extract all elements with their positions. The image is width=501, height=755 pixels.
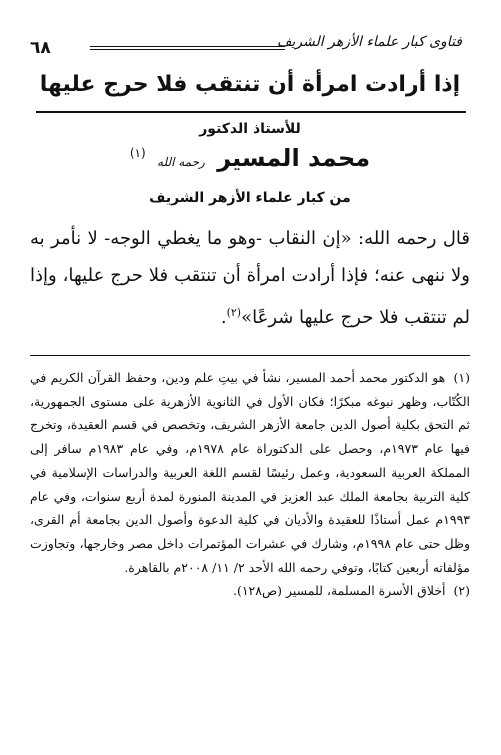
- author-footnote-ref: (١): [129, 146, 146, 160]
- fatwa-quote: [30, 220, 470, 336]
- page-header: [30, 26, 470, 66]
- running-title: فتاوى كبار علماء الأزهر الشريف: [276, 34, 462, 50]
- quote-footnote-ref: (٢): [226, 306, 242, 319]
- author-affiliation: من كبار علماء الأزهر الشريف: [149, 190, 351, 206]
- quote-end-mark: .: [220, 307, 227, 328]
- footnote-text: هو الدكتور محمد أحمد المسير، نشأ في بيتِ علم ودين، وحفظ القرآن الكريم في الكُتّاب، وظهر نبوغه مبكرًا؛ فكان الأول في الثانوية الأزهرية على مستوى الجمهورية، ثم التحق بكلية أصول الدين جامعة الأزهر الشريف، وتخصص في قسم العقيدة، وتخرج فيها عام ١٩٧٣م، وحصل على الدكتوراة عام ١٩٧٨م، وفي عام ١٩٨٣م سافر إلى المملكة العربية السعودية، وعمل رئيسًا لقسم اللغة العربية والدراسات الإسلامية في كلية التربية بجامعة الملك عبد العزيز في المدينة المنورة لمدة أربع سنوات، وفي عام ١٩٩٣م عمل أستاذًا للعقيدة والأديان في كلية الدعوة وأصول الدين بجامعة أم القرى، وظل حتى عام ١٩٩٨م، وشارك في عشرات المؤتمرات داخل مصر وخارجها، وتجاوزت مؤلفاته أربعين كتابًا، وتوفي رحمه الله الأحد ٢/ ١١/ ٢٠٠٨م بالقاهرة.: [30, 370, 471, 575]
- footnote-marker: (٢): [453, 583, 470, 599]
- footnote-rule: [30, 355, 470, 356]
- header-rule: [90, 46, 285, 50]
- footnote-marker: (١): [453, 370, 470, 385]
- page-number: ٦٨: [30, 38, 51, 58]
- author-byline: للأستاذ الدكتور: [199, 121, 301, 137]
- footnotes: [30, 366, 470, 603]
- footnote-item: [30, 579, 470, 603]
- title-rule: [36, 111, 466, 113]
- footnote-item: [30, 366, 470, 579]
- author-line: [30, 144, 470, 172]
- quote-text: قال رحمه الله: «إن النقاب -وهو ما يغطي الوجه- لا نأمر به ولا ننهى عنه؛ فإذا أرادت امرأة أن تنتقب فلا حرج عليها، وإذا لم تنتقب فلا حرج عليها شرعًا»: [30, 228, 470, 328]
- author-name: محمد المسير: [217, 144, 371, 172]
- author-honorific: رحمه الله: [157, 155, 205, 169]
- fatwa-title: إذا أرادت امرأة أن تنتقب فلا حرج عليها: [39, 72, 461, 97]
- footnote-text: أخلاق الأسرة المسلمة، للمسير (ص١٢٨).: [232, 583, 446, 599]
